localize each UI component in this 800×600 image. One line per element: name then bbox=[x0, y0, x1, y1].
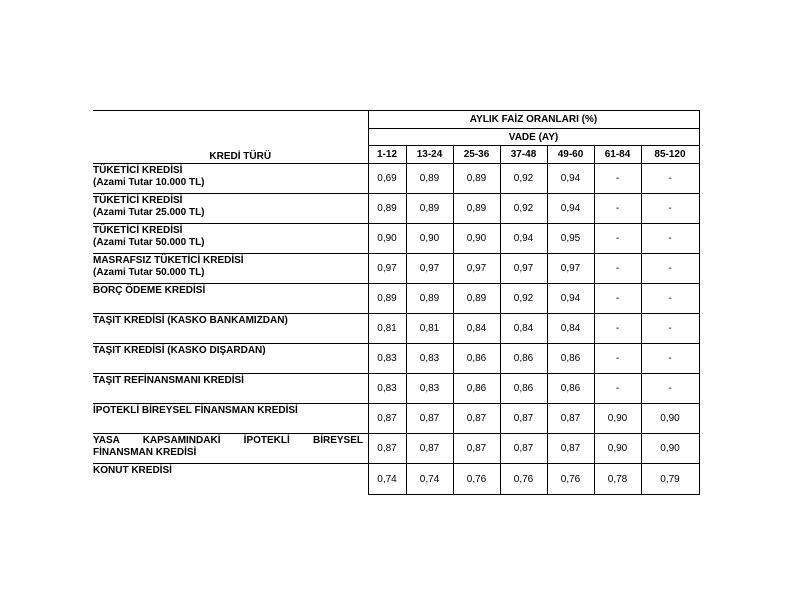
rate-value: 0,83 bbox=[406, 344, 453, 374]
interest-rate-table bbox=[93, 110, 700, 495]
rate-value: - bbox=[641, 284, 699, 314]
rate-value: 0,92 bbox=[500, 284, 547, 314]
rate-value: 0,81 bbox=[368, 314, 406, 344]
rate-value: 0,69 bbox=[368, 164, 406, 194]
rate-value: 0,90 bbox=[641, 404, 699, 434]
rate-value: - bbox=[594, 254, 641, 284]
rate-value: - bbox=[641, 164, 699, 194]
rate-value: 0,92 bbox=[500, 194, 547, 224]
table-row bbox=[93, 224, 699, 254]
rate-value: 0,90 bbox=[641, 434, 699, 464]
rate-value: 0,94 bbox=[547, 194, 594, 224]
rate-value: 0,76 bbox=[547, 464, 594, 495]
term-header: 1-12 bbox=[368, 146, 406, 164]
rate-value: 0,89 bbox=[406, 164, 453, 194]
rate-value: 0,90 bbox=[406, 224, 453, 254]
rate-value: 0,81 bbox=[406, 314, 453, 344]
rate-value: 0,90 bbox=[368, 224, 406, 254]
credit-type-name: TÜKETİCİ KREDİSİ bbox=[93, 225, 183, 236]
term-header: 13-24 bbox=[406, 146, 453, 164]
credit-type-name: KONUT KREDİSİ bbox=[93, 465, 172, 476]
credit-type-cell bbox=[93, 314, 368, 344]
rate-value: 0,89 bbox=[453, 284, 500, 314]
rate-value: 0,90 bbox=[594, 434, 641, 464]
table-row bbox=[93, 434, 699, 464]
rate-value: 0,87 bbox=[547, 404, 594, 434]
rate-value: 0,89 bbox=[368, 194, 406, 224]
rate-value: 0,97 bbox=[453, 254, 500, 284]
table-row bbox=[93, 404, 699, 434]
credit-type-detail: (Azami Tutar 50.000 TL) bbox=[93, 267, 205, 278]
rate-value: - bbox=[641, 314, 699, 344]
credit-type-cell bbox=[93, 464, 368, 495]
table-row bbox=[93, 254, 699, 284]
rate-value: 0,95 bbox=[547, 224, 594, 254]
table-row bbox=[93, 374, 699, 404]
rate-value: 0,92 bbox=[500, 164, 547, 194]
credit-type-name: MASRAFSIZ TÜKETİCİ KREDİSİ bbox=[93, 255, 244, 266]
rate-value: 0,86 bbox=[500, 374, 547, 404]
credit-type-cell bbox=[93, 434, 368, 464]
rate-value: 0,97 bbox=[406, 254, 453, 284]
credit-type-cell bbox=[93, 374, 368, 404]
credit-type-detail: (Azami Tutar 25.000 TL) bbox=[93, 207, 205, 218]
credit-type-name: TAŞIT REFİNANSMANI KREDİSİ bbox=[93, 375, 244, 386]
rate-value: - bbox=[641, 344, 699, 374]
rate-value: 0,84 bbox=[547, 314, 594, 344]
rate-value: 0,84 bbox=[453, 314, 500, 344]
credit-type-name: İPOTEKLİ BİREYSEL FİNANSMAN KREDİSİ bbox=[93, 405, 298, 416]
credit-type-cell bbox=[93, 284, 368, 314]
term-header: 85-120 bbox=[641, 146, 699, 164]
rate-value: 0,74 bbox=[368, 464, 406, 495]
credit-type-name: TAŞIT KREDİSİ (KASKO BANKAMIZDAN) bbox=[93, 315, 288, 326]
credit-type-name: TÜKETİCİ KREDİSİ bbox=[93, 165, 183, 176]
table-row bbox=[93, 464, 699, 495]
rate-value: 0,87 bbox=[406, 404, 453, 434]
rate-value: 0,87 bbox=[368, 404, 406, 434]
rate-value: 0,87 bbox=[547, 434, 594, 464]
credit-type-cell bbox=[93, 344, 368, 374]
rate-value: 0,90 bbox=[594, 404, 641, 434]
rate-value: 0,94 bbox=[500, 224, 547, 254]
rate-value: 0,83 bbox=[368, 344, 406, 374]
rate-value: 0,79 bbox=[641, 464, 699, 495]
rate-value: 0,74 bbox=[406, 464, 453, 495]
term-header: 49-60 bbox=[547, 146, 594, 164]
credit-type-header: KREDİ TÜRÜ bbox=[209, 151, 272, 162]
rate-value: 0,87 bbox=[406, 434, 453, 464]
term-months-header: VADE (AY) bbox=[368, 129, 699, 146]
rate-value: - bbox=[641, 194, 699, 224]
rate-value: 0,97 bbox=[547, 254, 594, 284]
rate-value: - bbox=[641, 374, 699, 404]
rate-value: - bbox=[594, 194, 641, 224]
rate-value: 0,94 bbox=[547, 284, 594, 314]
rate-value: 0,89 bbox=[453, 164, 500, 194]
rate-value: 0,87 bbox=[368, 434, 406, 464]
credit-type-detail: FİNANSMAN KREDİSİ bbox=[93, 447, 197, 458]
rate-value: 0,89 bbox=[368, 284, 406, 314]
credit-type-name: TAŞIT KREDİSİ (KASKO DIŞARDAN) bbox=[93, 345, 266, 356]
table-row bbox=[93, 284, 699, 314]
rate-value: 0,78 bbox=[594, 464, 641, 495]
rate-value: 0,89 bbox=[453, 194, 500, 224]
credit-type-header-cell bbox=[93, 111, 368, 164]
rate-value: - bbox=[594, 224, 641, 254]
table-row bbox=[93, 344, 699, 374]
rate-value: 0,83 bbox=[368, 374, 406, 404]
rate-value: - bbox=[594, 164, 641, 194]
credit-type-detail: (Azami Tutar 10.000 TL) bbox=[93, 177, 205, 188]
rate-value: 0,90 bbox=[453, 224, 500, 254]
credit-type-cell bbox=[93, 254, 368, 284]
monthly-interest-title: AYLIK FAİZ ORANLARI (%) bbox=[368, 111, 699, 129]
rate-value: - bbox=[641, 254, 699, 284]
rate-value: 0,97 bbox=[500, 254, 547, 284]
term-header: 25-36 bbox=[453, 146, 500, 164]
rate-value: 0,94 bbox=[547, 164, 594, 194]
credit-type-name: TÜKETİCİ KREDİSİ bbox=[93, 195, 183, 206]
rate-value: 0,86 bbox=[547, 344, 594, 374]
rate-value: 0,76 bbox=[453, 464, 500, 495]
rate-value: - bbox=[594, 284, 641, 314]
rate-value: 0,97 bbox=[368, 254, 406, 284]
rate-value: 0,86 bbox=[453, 344, 500, 374]
rate-value: 0,87 bbox=[500, 434, 547, 464]
table-row bbox=[93, 164, 699, 194]
rate-value: - bbox=[594, 314, 641, 344]
term-header: 61-84 bbox=[594, 146, 641, 164]
rate-value: 0,86 bbox=[500, 344, 547, 374]
credit-type-detail: (Azami Tutar 50.000 TL) bbox=[93, 237, 205, 248]
rate-value: 0,87 bbox=[453, 434, 500, 464]
credit-type-cell bbox=[93, 194, 368, 224]
rate-value: 0,89 bbox=[406, 194, 453, 224]
credit-type-cell bbox=[93, 404, 368, 434]
rate-value: 0,84 bbox=[500, 314, 547, 344]
rate-value: 0,89 bbox=[406, 284, 453, 314]
credit-type-name: YASA KAPSAMINDAKİ İPOTEKLİ BİREYSEL bbox=[93, 435, 363, 446]
credit-type-cell bbox=[93, 164, 368, 194]
rate-value: 0,86 bbox=[547, 374, 594, 404]
rate-value: 0,83 bbox=[406, 374, 453, 404]
rate-value: - bbox=[594, 374, 641, 404]
credit-type-cell bbox=[93, 224, 368, 254]
credit-type-name: BORÇ ÖDEME KREDİSİ bbox=[93, 285, 206, 296]
term-header: 37-48 bbox=[500, 146, 547, 164]
rate-value: 0,87 bbox=[500, 404, 547, 434]
rate-value: 0,86 bbox=[453, 374, 500, 404]
table-row bbox=[93, 314, 699, 344]
rate-value: - bbox=[594, 344, 641, 374]
rate-value: 0,87 bbox=[453, 404, 500, 434]
rate-value: - bbox=[641, 224, 699, 254]
table-row bbox=[93, 194, 699, 224]
rate-value: 0,76 bbox=[500, 464, 547, 495]
